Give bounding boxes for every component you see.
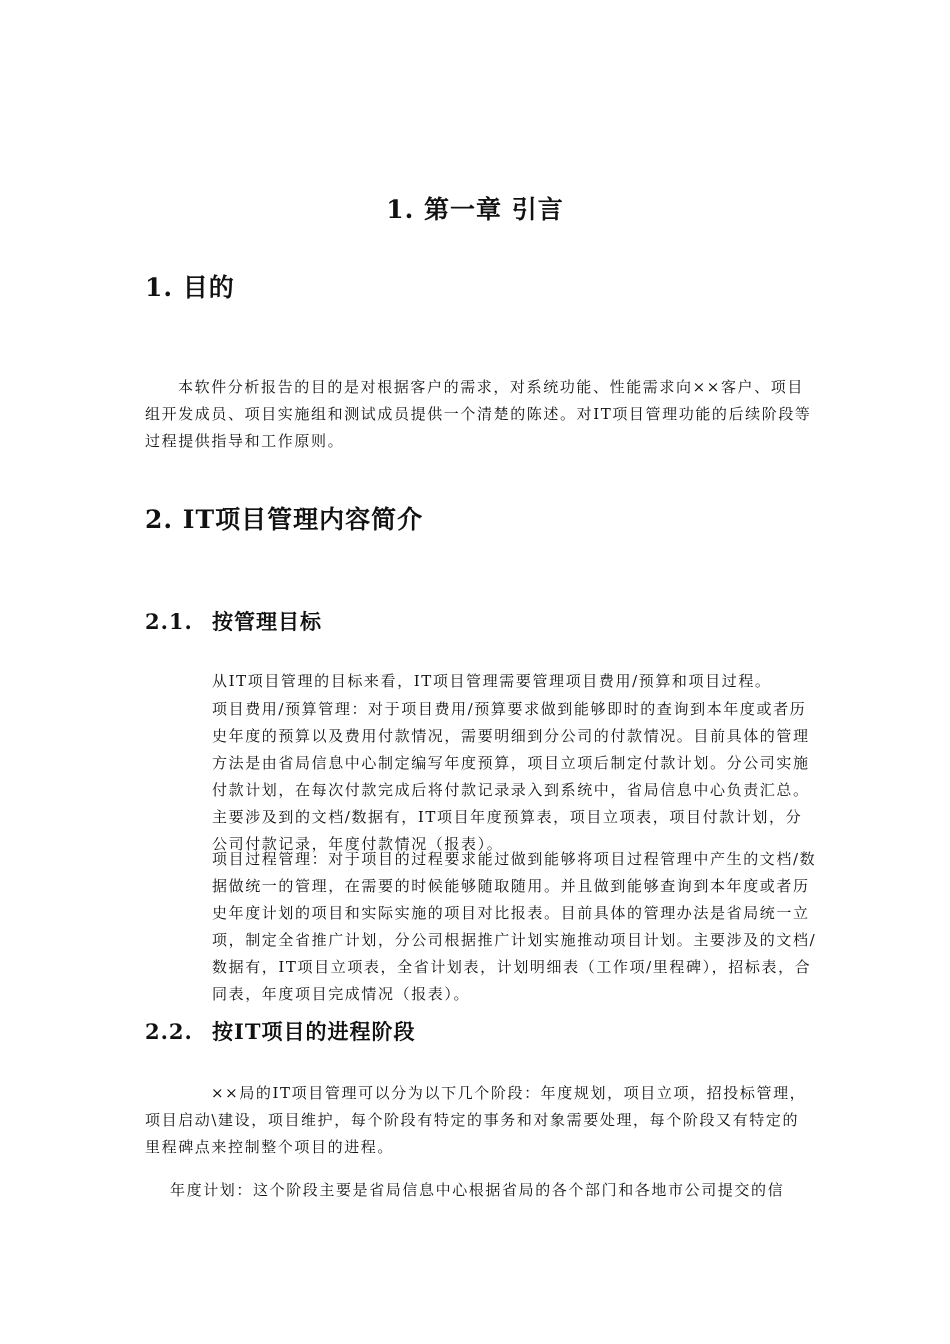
- section-1-body: 本软件分析报告的目的是对根据客户的需求，对系统功能、性能需求向××客户、项目组开发成员、项目实施组和测试成员提供一个清楚的陈述。对IT项目管理功能的后续阶段等过程提供指导和工作原则。: [145, 378, 812, 450]
- subsection-title: 按管理目标: [212, 609, 322, 634]
- budget-management-paragraph: 项目费用/预算管理：对于项目费用/预算要求做到能够即时的查询到本年度或者历史年度的预算以及费用付款情况，需要明细到分公司的付款情况。目前具体的管理方法是由省局信息中心制定编写年度预算，项目立项后制定付款计划。分公司实施付款计划，在每次付款完成后将付款记录录入到系统中，省局信息中心负责汇总。主要涉及到的文档/数据有，IT项目年度预算表，项目立项表，项目付款计划，分公司付款记录，年度付款情况（报表）。: [212, 700, 810, 853]
- subsection-2-1-heading: [145, 606, 322, 636]
- subsection-2-2-body: ××局的IT项目管理可以分为以下几个阶段：年度规划，项目立项，招投标管理，项目启动\建设，项目维护，每个阶段有特定的事务和对象需要处理，每个阶段又有特定的里程碑点来控制整个项目的进程。: [145, 1084, 807, 1156]
- annual-plan-paragraph: 年度计划：这个阶段主要是省局信息中心根据省局的各个部门和各地市公司提交的信: [170, 1181, 785, 1199]
- subsection-title: 按IT项目的进程阶段: [212, 1019, 416, 1044]
- chapter-title: 1. 第一章 引言: [386, 195, 564, 224]
- subsection-number: 2.2.: [145, 1019, 193, 1044]
- subsection-number: 2.1.: [145, 609, 193, 634]
- section-1-heading: 1. 目的: [145, 273, 235, 302]
- process-management-paragraph: 项目过程管理：对于项目的过程要求能过做到能够将项目过程管理中产生的文档/数据做统一的管理，在需要的时候能够随取随用。并且做到能够查询到本年度或者历史年度计划的项目和实际实施的项目对比报表。目前具体的管理办法是省局统一立项，制定全省推广计划，分公司根据推广计划实施推动项目计划。主要涉及的文档/数据有，IT项目立项表，全省计划表，计划明细表（工作项/里程碑），招标表，合同表，年度项目完成情况（报表）。: [212, 850, 817, 1003]
- subsection-2-2-heading: [145, 1016, 415, 1046]
- section-2-heading: 2. IT项目管理内容简介: [145, 505, 424, 534]
- subsection-2-1-intro: 从IT项目管理的目标来看，IT项目管理需要管理项目费用/预算和项目过程。: [212, 672, 772, 690]
